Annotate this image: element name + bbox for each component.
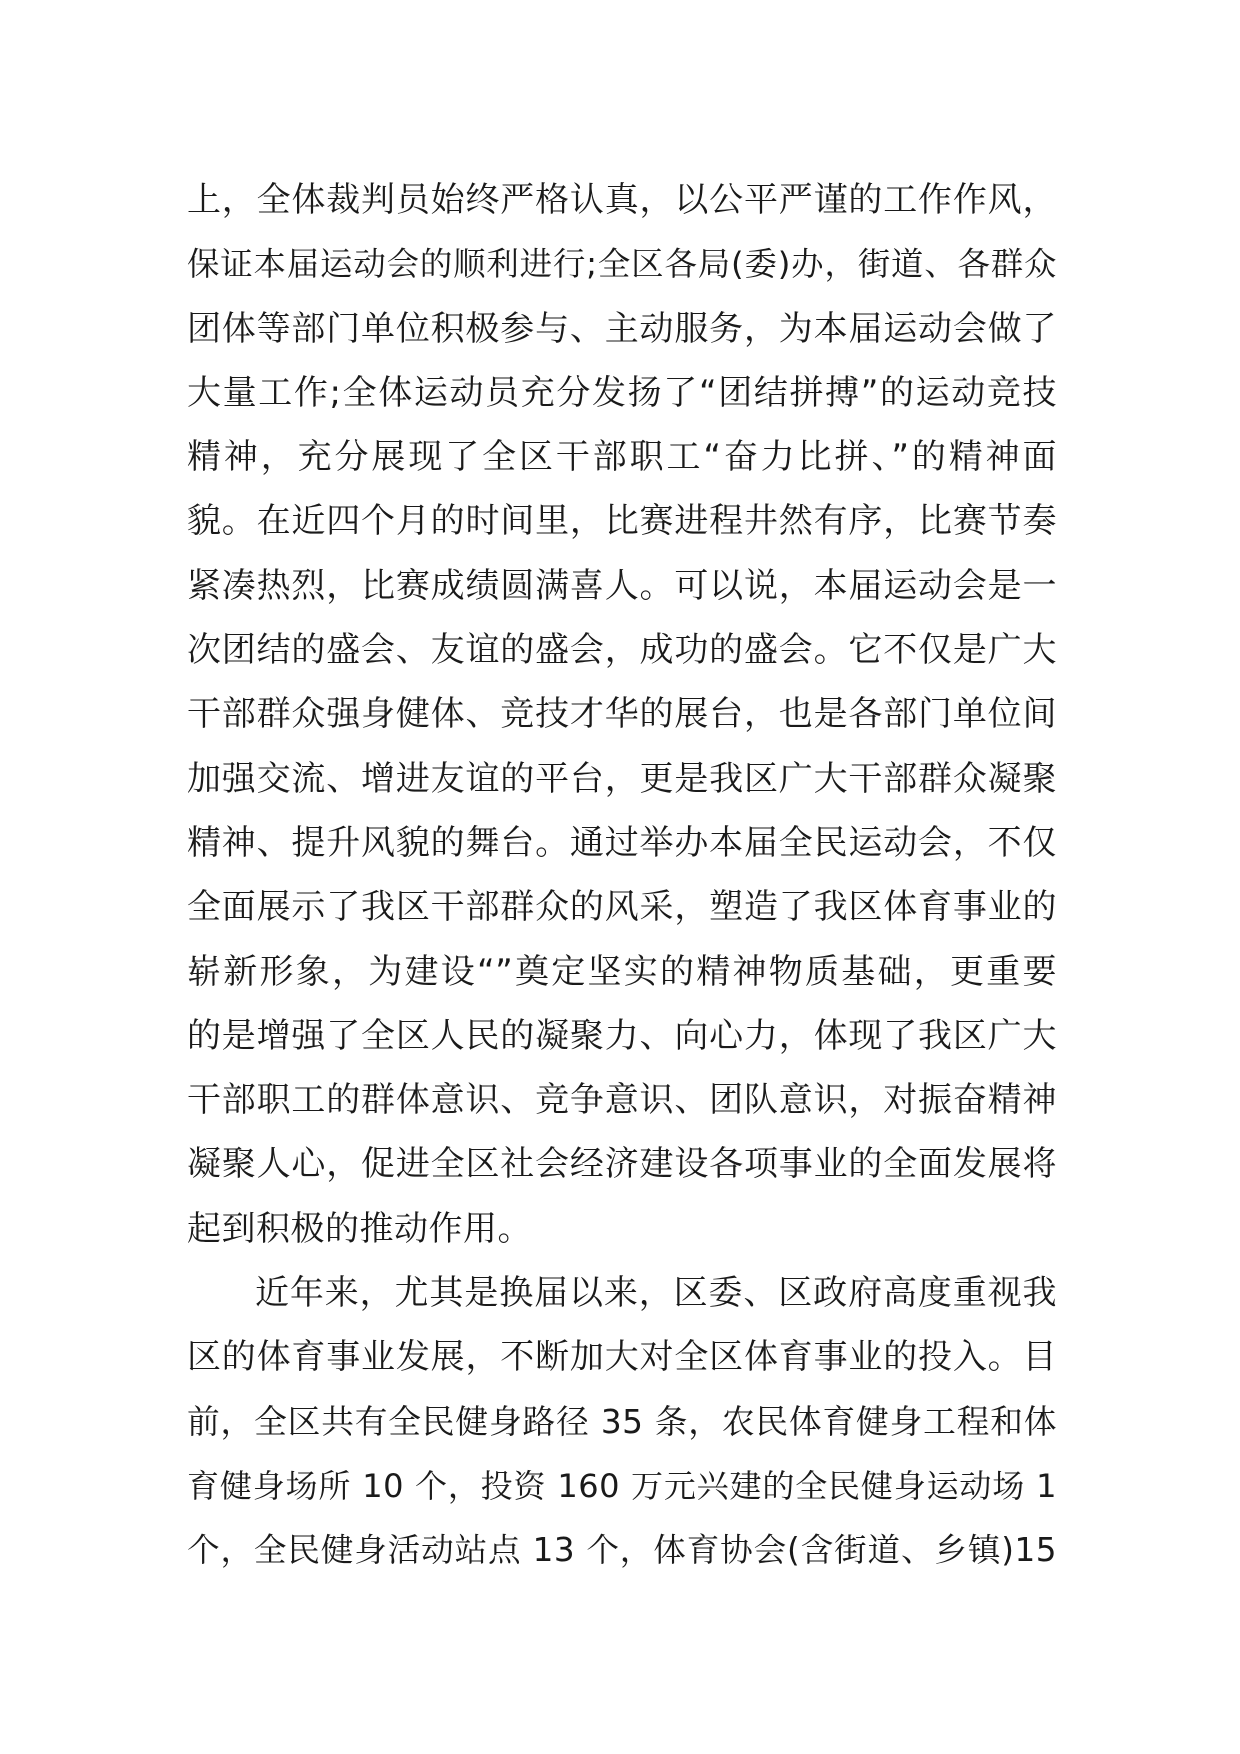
text-line: 保证本届运动会的顺利进行;全区各局(委)办，街道、各群众 xyxy=(187,245,1057,284)
text-line: 上，全体裁判员始终严格认真，以公平严谨的工作作风， xyxy=(187,180,1057,220)
text-line: 次团结的盛会、友谊的盛会，成功的盛会。它不仅是广大 xyxy=(187,630,1057,671)
text-line: 大量工作;全体运动员充分发扬了“团结拼搏”的运动竞技 xyxy=(187,372,1057,413)
text-line: 精神，充分展现了全区干部职工“奋力比拼、”的精神面 xyxy=(187,437,1057,478)
text-line: 个，全民健身活动站点 13 个，体育协会(含街道、乡镇)15 xyxy=(187,1531,1057,1570)
text-line: 貌。在近四个月的时间里，比赛进程井然有序，比赛节奏 xyxy=(187,501,1057,542)
text-line: 前，全区共有全民健身路径 35 条，农民体育健身工程和体 xyxy=(187,1402,1057,1441)
text-line: 精神、提升风貌的舞台。通过举办本届全民运动会，不仅 xyxy=(187,822,1057,863)
text-line: 团体等部门单位积极参与、主动服务，为本届运动会做了 xyxy=(187,308,1057,349)
text-line: 干部职工的群体意识、竞争意识、团队意识，对振奋精神 xyxy=(187,1080,1057,1121)
text-line: 加强交流、增进友谊的平台，更是我区广大干部群众凝聚 xyxy=(187,758,1057,799)
text-line: 育健身场所 10 个，投资 160 万元兴建的全民健身运动场 1 xyxy=(187,1466,1057,1505)
text-line: 紧凑热烈，比赛成绩圆满喜人。可以说，本届运动会是一 xyxy=(187,565,1057,606)
text-line: 区的体育事业发展，不断加大对全区体育事业的投入。目 xyxy=(187,1337,1057,1378)
text-line: 凝聚人心，促进全区社会经济建设各项事业的全面发展将 xyxy=(187,1144,1057,1185)
text-line: 崭新形象，为建设“”奠定坚实的精神物质基础，更重要 xyxy=(187,951,1057,992)
paragraph-start-line: 近年来，尤其是换届以来，区委、区政府高度重视我 xyxy=(255,1273,1057,1314)
text-line: 干部群众强身健体、竞技才华的展台，也是各部门单位间 xyxy=(187,694,1057,735)
body-text xyxy=(187,168,1057,1583)
text-line: 的是增强了全区人民的凝聚力、向心力，体现了我区广大 xyxy=(187,1015,1057,1056)
text-line: 全面展示了我区干部群众的风采，塑造了我区体育事业的 xyxy=(187,887,1057,928)
paragraph-end-line: 起到积极的推动作用。 xyxy=(187,1208,532,1249)
